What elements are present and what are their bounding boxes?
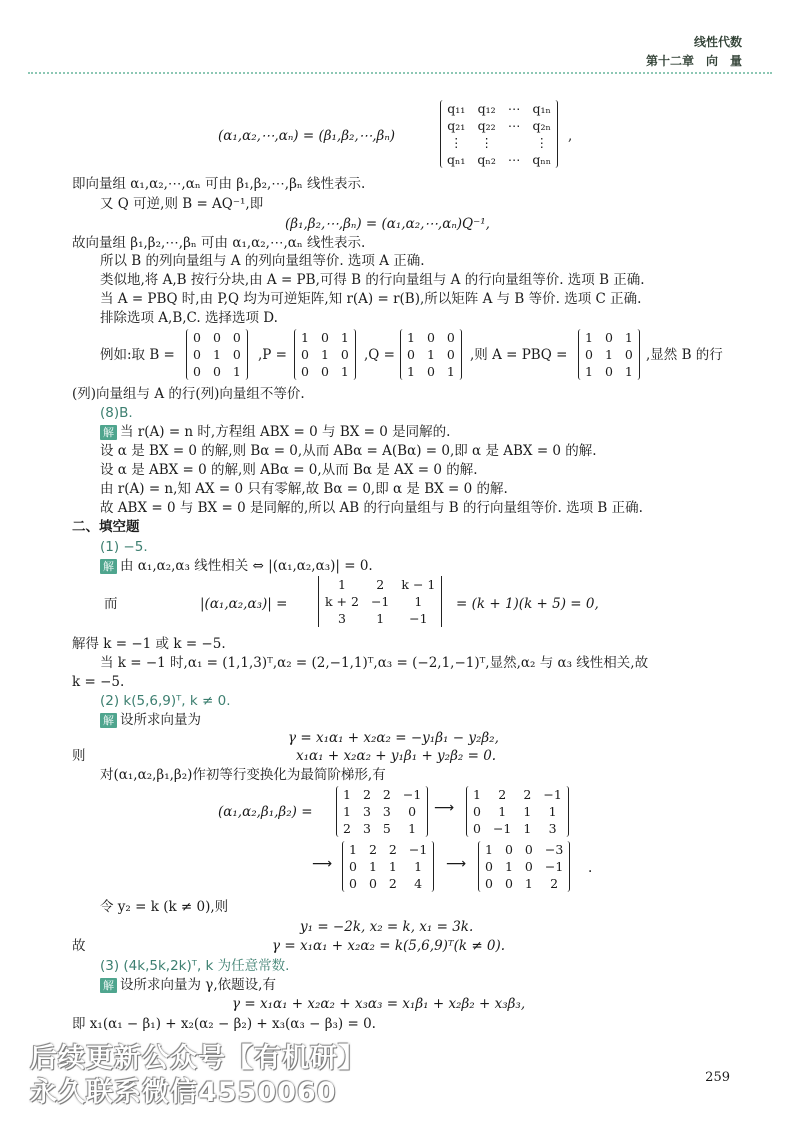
matrix-cell: qₙₙ — [532, 152, 552, 167]
matrix-cell: ⋯ — [507, 118, 521, 133]
matrix-cell: 0 — [446, 330, 455, 345]
matrix-row — [441, 134, 557, 151]
matrix-cell: 0 — [446, 347, 455, 362]
matrix-row — [479, 841, 569, 858]
equation-line: y₁ = −2k, x₂ = k, x₁ = 3k. — [300, 919, 474, 935]
text-line: 由 r(A) = n,知 AX = 0 只有零解,故 Bα = 0,即 α 是 BX = 0 的解. — [100, 481, 508, 497]
equation-line: γ = x₁α₁ + x₂α₂ = −y₁β₁ − y₂β₂, — [288, 730, 499, 746]
matrix-q — [440, 100, 558, 168]
matrix-cell: 4 — [414, 876, 423, 891]
matrix-cell: k − 1 — [401, 577, 436, 592]
matrix-cell: 0 — [524, 842, 533, 857]
matrix-cell: 3 — [362, 804, 371, 819]
text-line: 故 — [72, 938, 86, 954]
answer-line: (2) k(5,6,9)ᵀ, k ≠ 0. — [100, 693, 231, 709]
matrix-cell: −1 — [370, 594, 390, 609]
matrix-cell — [502, 134, 527, 151]
matrix-cell: 2 — [362, 787, 371, 802]
matrix-cell: 0 — [585, 347, 593, 362]
matrix-cell: 1 — [585, 330, 593, 345]
text-line: 解得 k = −1 或 k = −5. — [72, 636, 226, 652]
matrix-cell: 1 — [408, 821, 417, 836]
matrix-cell: q₁₁ — [447, 101, 466, 116]
equation-line: |(α₁,α₂,α₃)| = — [200, 596, 288, 612]
answer-line: (3) (4k,5k,2k)ᵀ, k 为任意常数. — [100, 958, 290, 974]
matrix-row — [579, 329, 639, 346]
matrix-cell: 1 — [338, 577, 346, 592]
example-label: ,Q = — [364, 347, 395, 363]
text-line: 类似地,将 A,B 按行分块,由 A = PB,可得 B 的行向量组与 A 的行向量组等价. 选项 B 正确. — [100, 272, 645, 288]
example-label: ,则 A = PBQ = — [470, 347, 568, 363]
text-line: 即 x₁(α₁ − β₁) + x₂(α₂ − β₂) + x₃(α₃ − β₃) = 0. — [72, 1016, 376, 1032]
matrix-cell: ⋮ — [480, 135, 493, 150]
matrix-cell: 0 — [473, 821, 481, 836]
equation-line: γ = x₁α₁ + x₂α₂ = k(5,6,9)ᵀ(k ≠ 0). — [272, 938, 506, 954]
text-line: 故向量组 β₁,β₂,⋯,βₙ 可由 α₁,α₂,⋯,αₙ 线性表示. — [72, 235, 366, 251]
matrix-cell: 1 — [523, 804, 532, 819]
matrix-cell: 0 — [349, 859, 357, 874]
header-rule — [28, 72, 772, 74]
text-line: k = −5. — [72, 674, 125, 690]
matrix-cell: 0 — [193, 347, 201, 362]
matrix-cell: −1 — [402, 787, 422, 802]
matrix-cell: 1 — [485, 842, 493, 857]
matrix-cell: 1 — [473, 787, 481, 802]
matrix-row — [401, 329, 461, 346]
equation-alpha-beta: (α₁,α₂,⋯,αₙ) = (β₁,β₂,⋯,βₙ) — [218, 128, 396, 144]
matrix-cell: −1 — [408, 842, 428, 857]
arrow-icon: ⟶ — [446, 856, 467, 872]
matrix-cell: 0 — [301, 347, 309, 362]
matrix-cell: ⋯ — [507, 152, 521, 167]
arrow-icon: ⟶ — [434, 800, 455, 816]
matrix-q-table — [441, 100, 557, 168]
matrix-cell: 2 — [343, 821, 351, 836]
matrix-cell: 1 — [212, 347, 221, 362]
matrix-cell: 0 — [473, 804, 481, 819]
matrix-cell: 2 — [388, 842, 397, 857]
matrix-cell: 0 — [349, 876, 357, 891]
text-line: 设 α 是 BX = 0 的解,则 Bα = 0,从而 ABα = A(Bα) = 0,即 α 是 ABX = 0 的解. — [100, 443, 597, 459]
matrix-cell: 1 — [340, 364, 349, 379]
matrix-cell: 0 — [604, 364, 613, 379]
matrix-cell: 3 — [382, 804, 391, 819]
solution-tag: 解 — [100, 559, 117, 574]
matrix-row — [441, 151, 557, 168]
matrix-row — [401, 363, 461, 380]
matrix-cell: 0 — [624, 347, 633, 362]
watermark-line-2: 永久联系微信4550060 — [30, 1077, 337, 1108]
matrix-cell: 1 — [414, 859, 423, 874]
matrix-cell: 1 — [376, 611, 385, 626]
matrix-row — [319, 593, 441, 610]
matrix-cell: 0 — [320, 364, 329, 379]
text-line: 故 ABX = 0 与 BX = 0 是同解的,所以 AB 的行向量组与 B 的行向量组等价. 选项 B 正确. — [100, 500, 643, 516]
example-label: ,P = — [258, 347, 287, 363]
matrix-row — [441, 100, 557, 117]
matrix-row — [319, 610, 441, 627]
matrix-cell: 1 — [604, 347, 613, 362]
solution-line: 解 设所求向量为 γ,依题设,有 — [100, 977, 276, 993]
matrix-cell: ⋯ — [507, 101, 521, 116]
equation-line: x₁α₁ + x₂α₂ + y₁β₁ + y₂β₂ = 0. — [296, 748, 497, 764]
matrix-cell: 1 — [524, 876, 533, 891]
equation-line: (β₁,β₂,⋯,βₙ) = (α₁,α₂,⋯,αₙ)Q⁻¹, — [285, 216, 490, 232]
matrix-cell: −1 — [543, 787, 562, 802]
matrix-row — [343, 875, 433, 892]
matrix-row — [343, 858, 433, 875]
matrix-cell: 1 — [585, 364, 593, 379]
matrix-cell: 0 — [485, 876, 493, 891]
matrix-row — [319, 576, 441, 593]
solution-line: 解 当 r(A) = n 时,方程组 ABX = 0 与 BX = 0 是同解的. — [100, 424, 450, 440]
matrix-row — [579, 363, 639, 380]
matrix-cell: 1 — [349, 842, 357, 857]
matrix-cell: 0 — [340, 347, 349, 362]
matrix-cell: −1 — [409, 611, 428, 626]
matrix-cell: 0 — [524, 859, 533, 874]
arrow-icon: ⟶ — [312, 856, 333, 872]
equation-line: γ = x₁α₁ + x₂α₂ + x₃α₃ = x₁β₁ + x₂β₂ + x₃β₃, — [232, 996, 526, 1012]
matrix-cell: 2 — [498, 787, 507, 802]
matrix-cell: −3 — [544, 842, 564, 857]
matrix-cell: 0 — [193, 330, 201, 345]
matrix-row — [479, 875, 569, 892]
matrix-row — [401, 346, 461, 363]
matrix-cell: 5 — [382, 821, 391, 836]
text-line: 排除选项 A,B,C. 选择选项 D. — [100, 310, 278, 326]
matrix-cell: 0 — [368, 876, 377, 891]
matrix-cell: 1 — [426, 347, 435, 362]
equation-period: . — [588, 860, 593, 876]
matrix-cell: qₙ₂ — [477, 152, 496, 167]
matrix-determinant — [318, 576, 442, 627]
matrix-cell: 1 — [523, 821, 532, 836]
matrix-cell: 1 — [407, 364, 415, 379]
matrix-cell: 0 — [408, 804, 417, 819]
matrix-cell: q₂₂ — [477, 118, 496, 133]
matrix-cell: 2 — [368, 842, 377, 857]
example-label: 例如:取 B = — [100, 347, 175, 363]
matrix-cell: q₁ₙ — [532, 101, 551, 116]
solution-tag: 解 — [100, 713, 117, 728]
matrix-cell: 1 — [498, 804, 507, 819]
matrix-cell: 0 — [426, 330, 435, 345]
matrix-cell: 2 — [376, 577, 385, 592]
matrix-cell: 0 — [407, 347, 415, 362]
matrix-cell: 1 — [548, 804, 557, 819]
matrix-cell: 2 — [382, 787, 391, 802]
watermark-line-1: 后续更新公众号【有机研】 — [30, 1043, 366, 1074]
matrix-row — [579, 346, 639, 363]
matrix-cell: 1 — [340, 330, 349, 345]
matrix-r1 — [336, 786, 428, 837]
matrix-cell: 0 — [426, 364, 435, 379]
section-heading: 二、填空题 — [72, 519, 140, 535]
matrix-cell: 1 — [232, 364, 241, 379]
matrix-cell: 0 — [604, 330, 613, 345]
matrix-cell: q₂ₙ — [532, 118, 551, 133]
matrix-cell: 2 — [550, 876, 559, 891]
matrix-cell: 0 — [504, 876, 513, 891]
matrix-cell: 0 — [212, 364, 221, 379]
text-line: 设 α 是 ABX = 0 的解,则 ABα = 0,从而 Bα 是 AX = 0 的解. — [100, 462, 478, 478]
solution-line: 解 设所求向量为 — [100, 712, 201, 728]
matrix-cell: q₂₁ — [447, 118, 466, 133]
matrix-row — [467, 803, 568, 820]
solution-tag: 解 — [100, 425, 117, 440]
matrix-p — [294, 329, 356, 380]
matrix-cell: ⋮ — [535, 135, 548, 150]
matrix-row — [187, 329, 247, 346]
matrix-r3 — [342, 841, 434, 892]
text-line: 令 y₂ = k (k ≠ 0),则 — [100, 899, 229, 915]
matrix-row — [187, 363, 247, 380]
matrix-r4 — [478, 841, 570, 892]
text-line: 即向量组 α₁,α₂,⋯,αₙ 可由 β₁,β₂,⋯,βₙ 线性表示. — [72, 176, 366, 192]
header-chapter: 第十二章 向 量 — [645, 54, 742, 68]
matrix-row — [295, 346, 355, 363]
matrix-cell: k + 2 — [325, 594, 359, 609]
text-line: 又 Q 可逆,则 B = AQ⁻¹,即 — [100, 196, 264, 212]
matrix-row — [337, 820, 427, 837]
matrix-cell: −1 — [544, 859, 564, 874]
matrix-cell: −1 — [492, 821, 512, 836]
matrix-cell: 1 — [414, 594, 423, 609]
matrix-row — [479, 858, 569, 875]
matrix-b — [186, 329, 248, 380]
matrix-cell: qₙ₁ — [447, 152, 466, 167]
header-book-title: 线性代数 — [693, 35, 742, 49]
matrix-cell: 1 — [624, 364, 633, 379]
matrix-cell: 1 — [504, 859, 513, 874]
text-line: (列)向量组与 A 的行(列)向量组不等价. — [72, 386, 305, 402]
matrix-a — [578, 329, 640, 380]
matrix-cell: 0 — [301, 364, 309, 379]
matrix-cell: 1 — [301, 330, 309, 345]
matrix-cell: 1 — [446, 364, 455, 379]
matrix-cell: 3 — [362, 821, 371, 836]
text-line: 对(α₁,α₂,β₁,β₂)作初等行变换化为最简阶梯形,有 — [100, 767, 386, 783]
matrix-row — [187, 346, 247, 363]
matrix-cell: q₁₂ — [477, 101, 496, 116]
matrix-cell: 1 — [407, 330, 415, 345]
answer-line: (1) −5. — [100, 539, 148, 555]
matrix-cell: 2 — [523, 787, 532, 802]
matrix-row — [295, 329, 355, 346]
matrix-q-example — [400, 329, 462, 380]
equation-comma: , — [568, 128, 573, 144]
matrix-cell: 1 — [343, 787, 351, 802]
solution-line: 解 由 α₁,α₂,α₃ 线性相关 ⇔ |(α₁,α₂,α₃)| = 0. — [100, 558, 373, 574]
text-line: 则 — [72, 748, 86, 764]
matrix-cell: 0 — [232, 347, 241, 362]
matrix-row — [343, 841, 433, 858]
matrix-cell: 0 — [504, 842, 513, 857]
matrix-row — [467, 820, 568, 837]
text-line: 当 A = PBQ 时,由 P,Q 均为可逆矩阵,知 r(A) = r(B),所以矩阵 A 与 B 等价. 选项 C 正确. — [100, 291, 642, 307]
matrix-cell: 3 — [548, 821, 557, 836]
example-label: ,显然 B 的行 — [646, 347, 723, 363]
matrix-cell: 0 — [193, 364, 201, 379]
matrix-cell: 1 — [368, 859, 377, 874]
equation-line: (α₁,α₂,β₁,β₂) = — [218, 804, 313, 820]
matrix-cell: 3 — [338, 611, 346, 626]
matrix-cell: 0 — [232, 330, 241, 345]
matrix-cell: 0 — [485, 859, 493, 874]
page-number: 259 — [705, 1070, 730, 1085]
matrix-cell: 0 — [320, 330, 329, 345]
solution-tag: 解 — [100, 978, 117, 993]
matrix-row — [295, 363, 355, 380]
matrix-cell: 1 — [343, 804, 351, 819]
text-line: 而 — [104, 596, 118, 612]
matrix-row — [467, 786, 568, 803]
matrix-cell: ⋮ — [449, 135, 463, 150]
text-line: 当 k = −1 时,α₁ = (1,1,3)ᵀ,α₂ = (2,−1,1)ᵀ,α₃ = (−2,1,−1)ᵀ,显然,α₂ 与 α₃ 线性相关,故 — [100, 655, 649, 671]
matrix-row — [337, 803, 427, 820]
matrix-cell: 1 — [624, 330, 633, 345]
matrix-r2 — [466, 786, 569, 837]
matrix-row — [441, 117, 557, 134]
equation-line: = (k + 1)(k + 5) = 0, — [456, 596, 599, 612]
matrix-cell: 1 — [320, 347, 329, 362]
answer-line: (8)B. — [100, 405, 133, 421]
matrix-row — [337, 786, 427, 803]
text-line: 所以 B 的列向量组与 A 的列向量组等价. 选项 A 正确. — [100, 253, 425, 269]
matrix-cell: 2 — [388, 876, 397, 891]
matrix-cell: 1 — [388, 859, 397, 874]
matrix-cell: 0 — [212, 330, 221, 345]
